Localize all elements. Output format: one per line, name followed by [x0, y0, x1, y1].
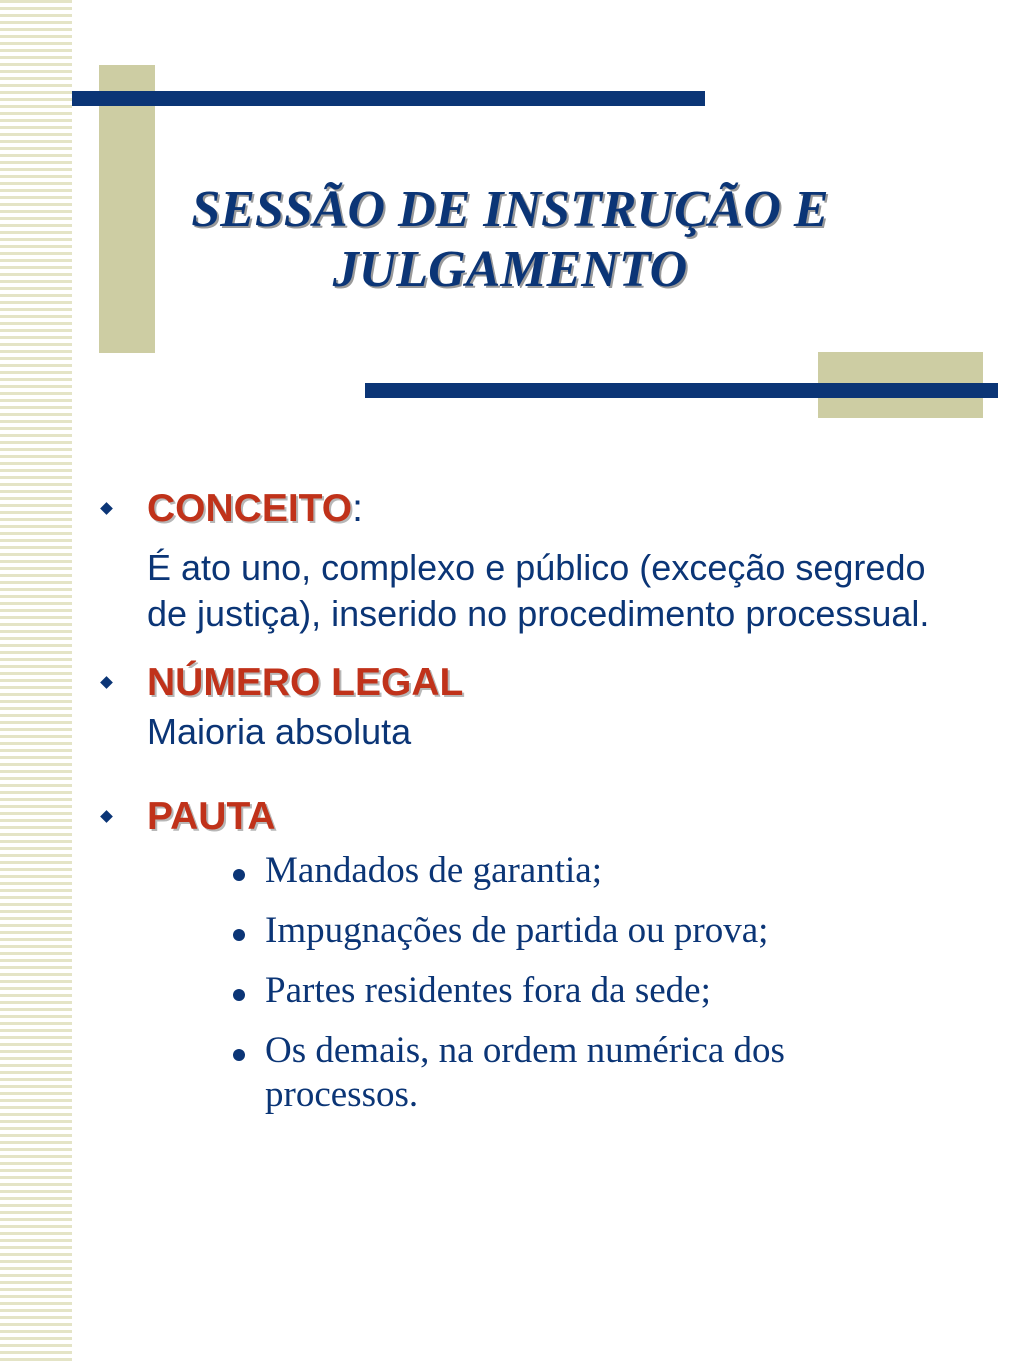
pauta-list: [95, 849, 995, 1117]
list-item: [95, 909, 995, 953]
diamond-bullet-icon: [100, 502, 113, 515]
list-item: [95, 969, 995, 1013]
slide-title-line-2: JULGAMENTO: [332, 241, 688, 298]
bullet-numero-legal: [95, 659, 995, 755]
bullet-heading-numero-legal: NÚMERO LEGAL: [147, 661, 464, 704]
round-bullet-icon: [233, 1049, 245, 1061]
bullet-text-numero-legal: Maioria absoluta: [147, 711, 412, 752]
bullet-text-conceito: É ato uno, complexo e público (exceção segredo de justiça), inserido no procedimento processual.: [147, 547, 930, 634]
bullet-heading-colon: :: [352, 487, 363, 530]
diamond-bullet-icon: [100, 810, 113, 823]
slide-content: [95, 485, 995, 1117]
list-item-text: Impugnações de partida ou prova;: [265, 910, 769, 951]
slide-title: [60, 180, 960, 300]
list-item-text: Os demais, na ordem numérica dos processos.: [265, 1030, 785, 1115]
bullet-heading-line: [147, 485, 995, 533]
bullet-pauta: [95, 793, 995, 841]
decor-line-top: [72, 91, 705, 106]
slide-title-line-1: SESSÃO DE INSTRUÇÃO E: [191, 181, 829, 238]
bullet-heading-pauta: PAUTA: [147, 795, 276, 838]
list-item-text: Mandados de garantia;: [265, 850, 602, 891]
bullet-conceito: [95, 485, 995, 637]
list-item-text: Partes residentes fora da sede;: [265, 970, 711, 1011]
list-item: [95, 1029, 945, 1117]
round-bullet-icon: [233, 869, 245, 881]
diamond-bullet-icon: [100, 676, 113, 689]
round-bullet-icon: [233, 929, 245, 941]
round-bullet-icon: [233, 989, 245, 1001]
bullet-heading-conceito: CONCEITO: [147, 487, 353, 530]
list-item: [95, 849, 995, 893]
decor-line-bottom: [365, 383, 998, 398]
